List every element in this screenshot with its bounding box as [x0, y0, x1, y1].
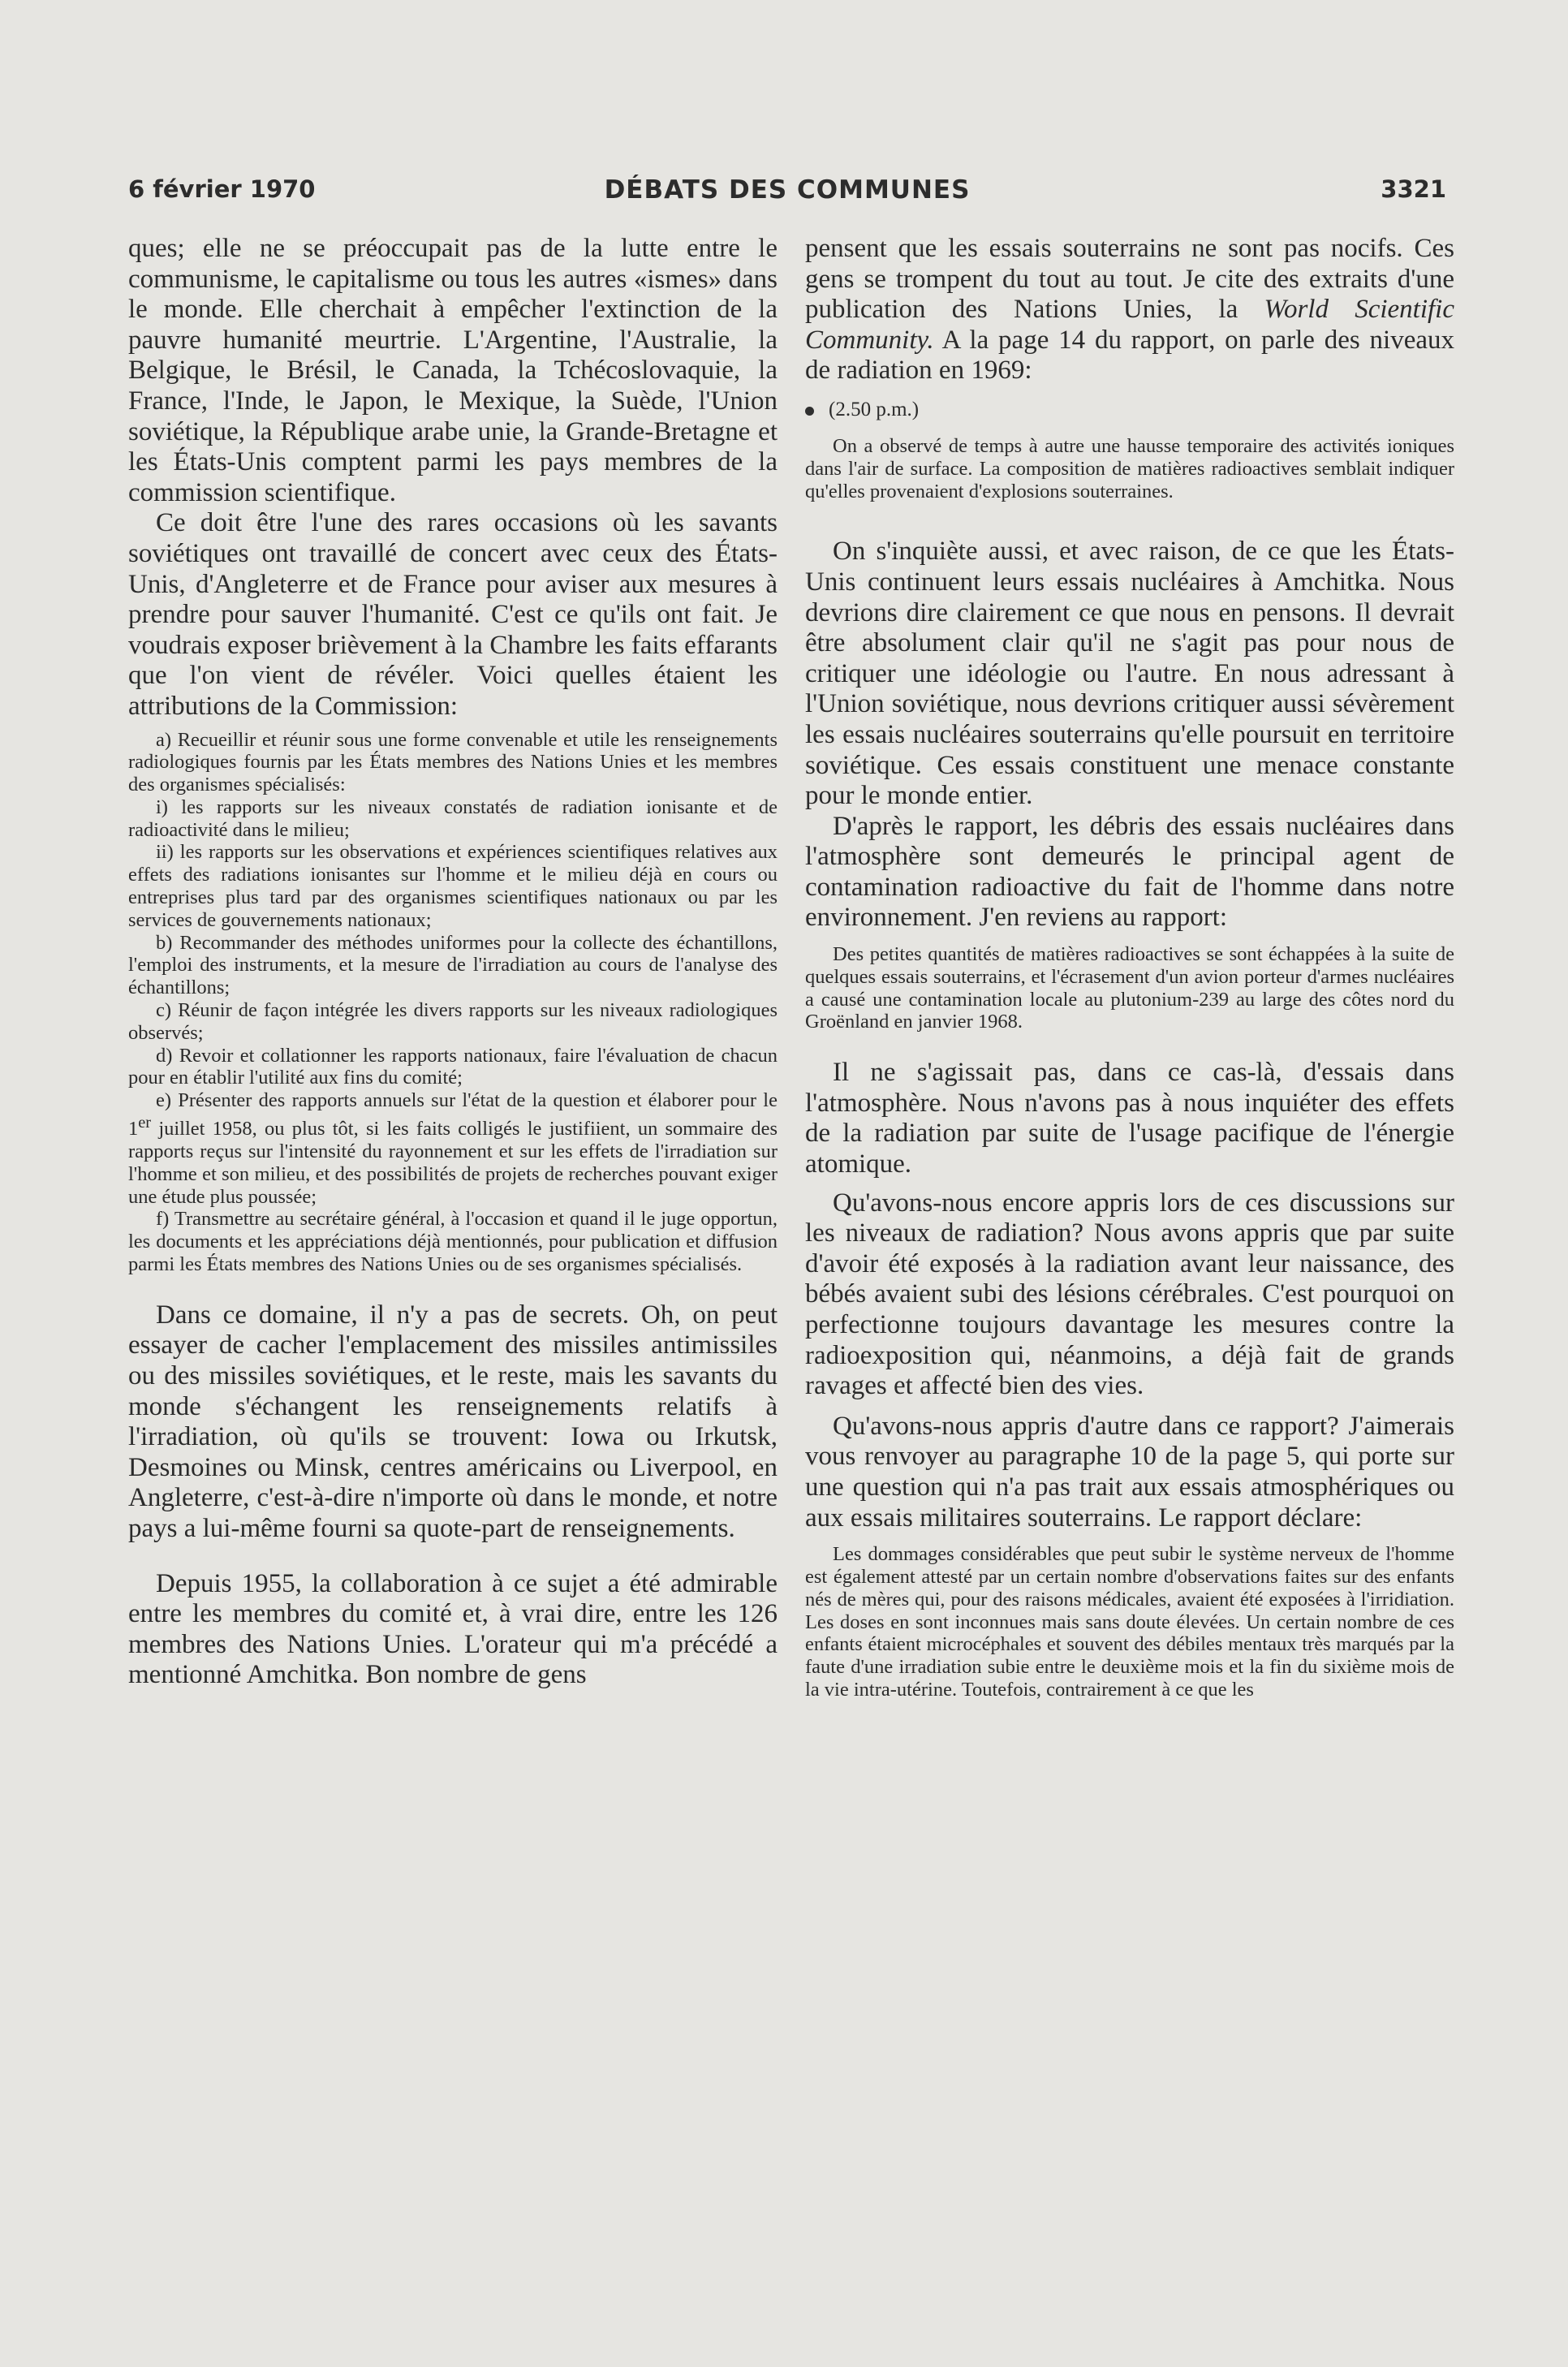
right-paragraph-1 — [805, 234, 1454, 386]
right-quote-3: Les dommages considérables que peut subir le système nerveux de l'homme est également attesté par un certain nombre d'observations faites sur des enfants nés de mères qui, pour des raisons médicales, avaient été exposées à l'irridiation. Les doses en sont inconnues mais sans doute élevées. Un certain nombre de ces enfants étaient microcéphales et souvent des débiles mentaux très marqués par la faute d'une irradiation subie entre le deuxième mois et la fin du sixième mois de la vie intra-utérine. Toutefois, contrairement à ce que les — [805, 1543, 1454, 1701]
header-date: 6 février 1970 — [128, 175, 316, 203]
left-paragraph-3: Dans ce domaine, il n'y a pas de secrets. Oh, on peut essayer de cacher l'emplacement des missiles antimissiles ou des missiles soviétiques, et le reste, mais les savants du monde s'échangent les renseignements relatifs à l'irradiation, où qu'ils se trouvent: Iowa ou Irkutsk, Desmoines ou Minsk, centres américains ou Liverpool, en Angleterre, c'est-à-dire n'importe où dans le monde, et notre pays a lui-même fourni sa quote-part de renseignements. — [128, 1300, 778, 1543]
quote-item-a-ii: ii) les rapports sur les observations et expériences scientifiques relatives aux effets des radiations ionisantes sur l'homme et le milieu déjà en cours ou entreprises plus tard par des organismes scientifiques nationaux ou par les services de gouvernements nationaux; — [128, 841, 778, 931]
header-title: DÉBATS DES COMMUNES — [604, 175, 971, 205]
left-column — [128, 234, 778, 1691]
right-paragraph-3: D'après le rapport, les débris des essais nucléaires dans l'atmosphère sont demeurés le principal agent de contamination radioactive du fait de l'homme dans notre environnement. J'en reviens au rapport: — [805, 811, 1454, 933]
quote-item-f: f) Transmettre au secrétaire général, à l'occasion et quand il le juge opportun, les documents et les appréciations déjà mentionnés, pour publication et diffusion parmi les États membres des Nations Unies ou de ses organismes spécialisés. — [128, 1208, 778, 1275]
quote-item-d: d) Revoir et collationner les rapports nationaux, faire l'évaluation de chacun pour en établir l'utilité aux fins du comité; — [128, 1044, 778, 1089]
right-column — [805, 234, 1454, 1701]
quote-item-b: b) Recommander des méthodes uniformes pour la collecte des échantillons, l'emploi des instruments, et la mesure de l'irradiation au cours de l'analyse des échantillons; — [128, 931, 778, 999]
left-paragraph-1: ques; elle ne se préoccupait pas de la lutte entre le communisme, le capitalisme ou tous les autres «ismes» dans le monde. Elle cherchait à empêcher l'extinction de la pauvre humanité meurtrie. L'Argentine, l'Australie, la Belgique, le Brésil, le Canada, la Tchécoslovaquie, la France, l'Inde, le Japon, le Mexique, la Suède, l'Union soviétique, la République arabe unie, la Grande-Bretagne et les États-Unis comptent parmi les pays membres de la commission scientifique. — [128, 234, 778, 507]
right-paragraph-4: Il ne s'agissait pas, dans ce cas-là, d'essais dans l'atmosphère. Nous n'avons pas à nous inquiéter des effets de la radiation par suite de l'usage pacifique de l'énergie atomique. — [805, 1058, 1454, 1179]
right-quote-1: On a observé de temps à autre une hausse temporaire des activités ioniques dans l'air de surface. La composition de matières radioactives semblait indiquer qu'elles provenaient d'explosions souterraines. — [805, 434, 1454, 502]
quote-item-c: c) Réunir de façon intégrée les divers rapports sur les niveaux radiologiques observés; — [128, 999, 778, 1044]
quote-item-e-text-b: juillet 1958, ou plus tôt, si les faits colligés le justifiient, un sommaire des rapports reçus sur l'intensité du rayonnement et sur les effets de l'irradiation sur l'homme et son milieu, et des possibilités de projets de recherches pouvant exiger une étude plus poussée; — [128, 1118, 778, 1208]
right-paragraph-6: Qu'avons-nous appris d'autre dans ce rapport? J'aimerais vous renvoyer au paragraphe 10 de la page 5, qui porte sur une question qui n'a pas trait aux essais atmosphériques ou aux essais militaires souterrains. Le rapport déclare: — [805, 1411, 1454, 1533]
quote-item-a: a) Recueillir et réunir sous une forme convenable et utile les renseignements radiologiques fournis par les États membres des Nations Unies et les membres des organismes spécialisés: — [128, 728, 778, 796]
right-quote-2: Des petites quantités de matières radioactives se sont échappées à la suite de quelques essais souterrains, et l'écrasement d'un avion porteur d'armes nucléaires a causé une contamination locale au plutonium-239 au large des côtes nord du Groënland en janvier 1968. — [805, 943, 1454, 1033]
quote-item-e-text-a: e) Présenter des rapports annuels sur l'état de la question et élaborer pour le 1 — [128, 1089, 778, 1140]
left-paragraph-4: Depuis 1955, la collaboration à ce sujet a été admirable entre les membres du comité et, à vrai dire, entre les 126 membres des Nations Unies. L'orateur qui m'a précédé a mentionné Amchitka. Bon nombre de gens — [128, 1568, 778, 1690]
bullet-icon — [805, 407, 814, 416]
right-paragraph-2: On s'inquiète aussi, et avec raison, de ce que les États-Unis continuent leurs essais nucléaires à Amchitka. Nous devrions dire clairement ce que nous en pensons. Il devrait être absolument clair qu'il ne s'agit pas pour nous de critiquer une idéologie ou l'autre. En nous adressant à l'Union soviétique, nous devrions critiquer aussi sévèrement les essais nucléaires souterrains qu'elle poursuit en territoire soviétique. Ces essais constituent une menace constante pour le monde entier. — [805, 537, 1454, 811]
quote-item-e-superscript: er — [138, 1114, 152, 1132]
right-paragraph-1-text-a: pensent que les essais souterrains ne sont pas nocifs. Ces gens se trompent du tout au tout. Je cite des extraits d'une publication des Nations Unies, la — [805, 234, 1454, 325]
publication-title: World Scientific Community. — [805, 295, 1454, 355]
right-paragraph-1-text-b: A la page 14 du rapport, on parle des niveaux de radiation en 1969: — [805, 325, 1454, 386]
header-page-number: 3321 — [1381, 175, 1446, 203]
right-paragraph-5: Qu'avons-nous encore appris lors de ces discussions sur les niveaux de radiation? Nous avons appris que par suite d'avoir été exposés à la radiation avant leur naissance, des bébés avaient subi des lésions cérébrales. C'est pourquoi on perfectionne toujours davantage les mesures contre la radioexposition qui, néanmoins, a déjà fait de grands ravages et affecté bien des vies. — [805, 1188, 1454, 1401]
left-paragraph-2: Ce doit être l'une des rares occasions où les savants soviétiques ont travaillé de concert avec ceux des États-Unis, d'Angleterre et de France pour aviser aux mesures à prendre pour sauver l'humanité. C'est ce qu'ils ont fait. Je voudrais exposer brièvement à la Chambre les faits effarants que l'on vient de révéler. Voici quelles étaient les attributions de la Commission: — [128, 508, 778, 721]
quote-item-e — [128, 1089, 778, 1208]
quote-item-a-i: i) les rapports sur les niveaux constatés de radiation ionisante et de radioactivité dans le milieu; — [128, 795, 778, 841]
time-stamp — [805, 398, 1454, 422]
time-stamp-text: (2.50 p.m.) — [829, 398, 920, 420]
page-header — [128, 175, 1446, 211]
